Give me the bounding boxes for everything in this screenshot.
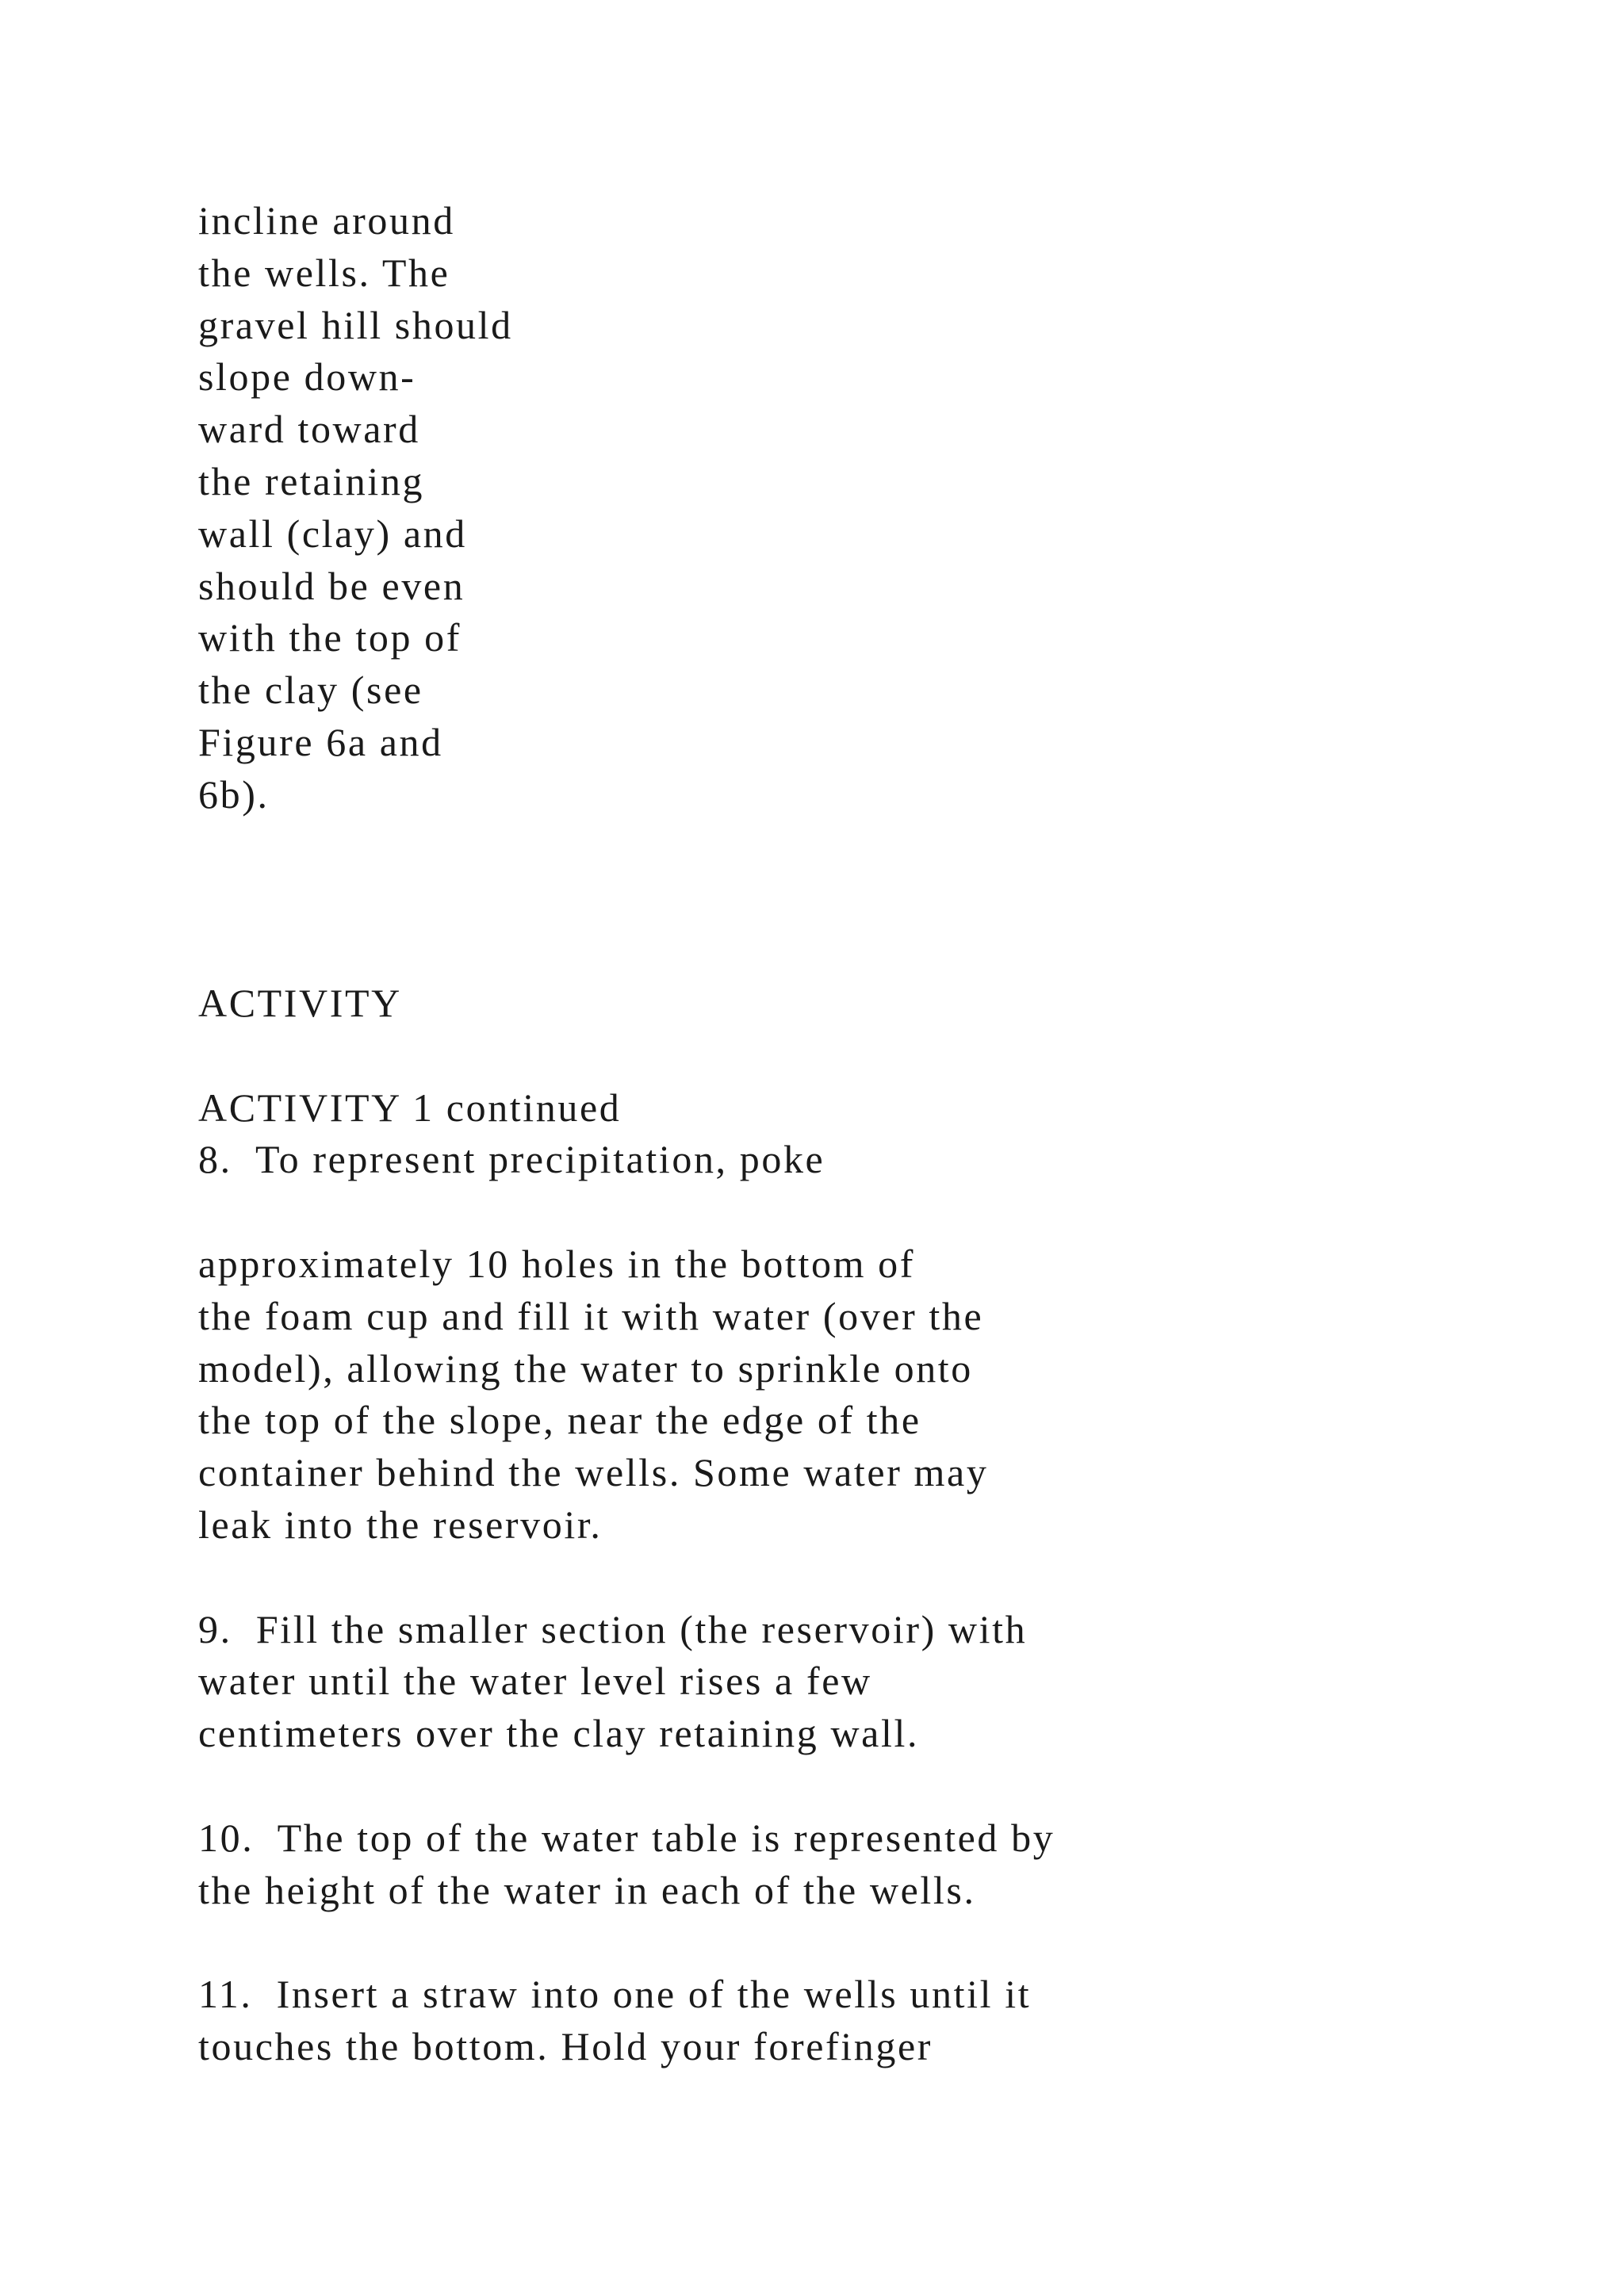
continued-heading: ACTIVITY 1 continued	[198, 1085, 622, 1130]
intro-line: Figure 6a and	[198, 719, 443, 764]
intro-line: incline around	[198, 198, 455, 243]
spacer	[198, 873, 1507, 925]
spacer	[198, 1186, 1507, 1238]
intro-line: 6b).	[198, 771, 270, 817]
step-9	[198, 1604, 1507, 1760]
step-9-line: centimeters over the clay retaining wall.	[198, 1711, 920, 1756]
spacer	[198, 1030, 1507, 1082]
step-10	[198, 1812, 1507, 1917]
section-heading: ACTIVITY	[198, 980, 402, 1025]
step-8-line: approximately 10 holes in the bottom of	[198, 1241, 916, 1286]
step-8-line: leak into the reservoir.	[198, 1502, 603, 1547]
step-8-line: model), allowing the water to sprinkle onto	[198, 1345, 973, 1391]
spacer	[198, 925, 1507, 978]
step-8-line: the foam cup and fill it with water (over the	[198, 1293, 984, 1338]
intro-line: ward toward	[198, 407, 420, 452]
step-9-line: 9. Fill the smaller section (the reservoir) with	[198, 1606, 1028, 1651]
document-body	[198, 195, 1507, 2073]
step-8-first-line: 8. To represent precipitation, poke	[198, 1137, 825, 1182]
step-9-line: water until the water level rises a few	[198, 1659, 872, 1704]
spacer	[198, 1552, 1507, 1604]
intro-line: with the top of	[198, 615, 462, 660]
spacer	[198, 821, 1507, 874]
step-11	[198, 1969, 1507, 2073]
step-11-line: 11. Insert a straw into one of the wells until it	[198, 1972, 1032, 2017]
intro-line: slope down-	[198, 354, 416, 400]
spacer	[198, 1916, 1507, 1969]
spacer	[198, 1760, 1507, 1812]
intro-line: should be even	[198, 563, 465, 608]
step-8	[198, 1134, 1507, 1551]
step-10-line: the height of the water in each of the wells.	[198, 1867, 976, 1912]
step-10-line: 10. The top of the water table is represented by	[198, 1815, 1055, 1860]
step-8-line: container behind the wells. Some water may	[198, 1450, 989, 1495]
intro-line: the clay (see	[198, 668, 423, 713]
intro-paragraph	[198, 195, 1507, 821]
step-8-line: the top of the slope, near the edge of the	[198, 1398, 921, 1443]
step-11-line: touches the bottom. Hold your forefinger	[198, 2023, 933, 2068]
intro-line: gravel hill should	[198, 302, 513, 347]
intro-line: the wells. The	[198, 250, 450, 295]
intro-line: the retaining	[198, 458, 425, 503]
intro-line: wall (clay) and	[198, 511, 467, 556]
